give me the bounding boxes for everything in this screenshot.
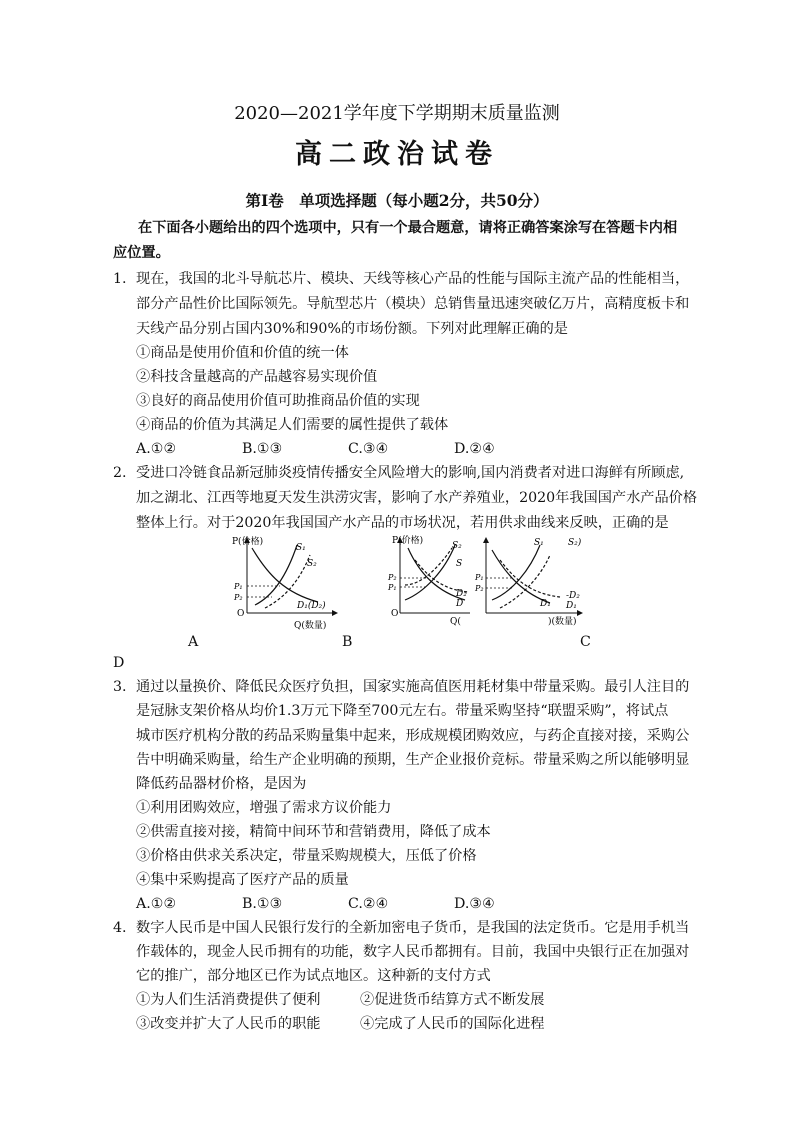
s1-label: S₁: [534, 538, 544, 548]
statement: ②科技含量越高的产品越容易实现价值: [136, 369, 378, 385]
choice-d[interactable]: D.③④: [454, 896, 495, 912]
origin-label: O: [237, 609, 245, 619]
diagram-caption-c[interactable]: C: [580, 634, 591, 650]
question-stem-line: 现在，我国的北斗导航芯片、模块、天线等核心产品的性能与国际主流产品的性能相当，: [136, 271, 690, 287]
d2-label: D₂: [456, 589, 467, 599]
question-stem-line: 整体上行。对于2020年我国国产水产品的市场状况，若用供求曲线来反映，正确的是: [136, 515, 669, 531]
diagram-caption-d[interactable]: D: [113, 655, 125, 671]
choice-c[interactable]: C.②④: [348, 896, 389, 912]
s-label: S: [456, 559, 463, 569]
axis-label-price: P(价格): [392, 536, 424, 546]
exam-title: 高二政治试卷: [295, 139, 499, 170]
statement: ④集中采购提高了医疗产品的质量: [136, 872, 349, 888]
question-number: 2.: [113, 465, 127, 481]
axis-label-quantity: Q(数量): [294, 621, 327, 631]
question-stem-line: 作载体的，现金人民币拥有的功能，数字人民币都拥有。目前，我国中央银行正在加强对: [136, 944, 690, 960]
choice-row: [136, 894, 495, 914]
d-label: D: [456, 599, 464, 609]
question-stem-line: 是冠脉支架价格从均价1.3万元下降至700元左右。带量采购坚持“联盟采购”，将试点: [136, 703, 669, 719]
question-stem-line: 数字人民币是中国人民银行发行的全新加密电子货币，是我国的法定货币。它是用手机当: [136, 920, 690, 936]
p2-label: P₂: [475, 584, 484, 593]
d1d2-label: D₁(D₂): [297, 601, 326, 611]
statement-row: [136, 1014, 544, 1034]
diagram-caption-b[interactable]: B: [342, 634, 353, 650]
question-stem-line: 降低药品器材价格，是因为: [136, 776, 307, 792]
statement: ②促进货币结算方式不断发展: [360, 992, 545, 1008]
question-number: 3.: [113, 679, 127, 695]
section-title: 第Ⅰ卷 单项选择题（每小题2分，共50分）: [245, 191, 549, 210]
s2-label: S₂): [568, 538, 582, 548]
axis-label-price: P(价格): [232, 537, 264, 547]
statement: ③良好的商品使用价值可助推商品价值的实现: [136, 393, 420, 409]
supply-curve-s1: [255, 545, 297, 605]
statement: ①利用团购效应，增强了需求方议价能力: [136, 800, 392, 816]
axis-label-quantity: )(数量): [548, 617, 577, 627]
d1-label-right: D₁: [566, 601, 577, 611]
question-stem-line: 天线产品分别占国内30%和90%的市场份额。下列对此理解正确的是: [136, 321, 568, 337]
axis-label-quantity: Q(: [450, 617, 461, 627]
s1-label: S₁: [296, 543, 306, 553]
choice-a[interactable]: A.①②: [136, 896, 177, 912]
question-stem-line: 告中明确采购量，给生产企业明确的预期，生产企业报价竞标。带量采购之所以能够明显: [136, 752, 690, 768]
d1-label: D₁: [540, 599, 551, 609]
p2-label: P₂: [388, 573, 397, 582]
choice-b[interactable]: B.①③: [242, 441, 283, 457]
supply-curve-s1: [492, 545, 540, 600]
question-number: 4.: [113, 920, 127, 936]
demand-curve-d1d2: [252, 548, 318, 602]
diagram-b: [387, 534, 470, 627]
statement: ④商品的价值为其满足人们需要的属性提供了载体: [136, 417, 449, 433]
question-stem-line: 它的推广，部分地区已作为试点地区。这种新的支付方式: [136, 968, 491, 984]
statement-row: [136, 990, 544, 1010]
choice-a[interactable]: A.①②: [136, 441, 177, 457]
s2-label: S₂: [452, 541, 462, 551]
exam-period-title: 2020—2021学年度下学期期末质量监测: [234, 103, 560, 124]
statement: ④完成了人民币的国际化进程: [360, 1016, 545, 1032]
question-stem-line: 部分产品性价比国际领先。导航型芯片（模块）总销售量迅速突破亿万片，高精度板卡和: [136, 296, 690, 312]
instruction-line-2: 应位置。: [113, 245, 170, 261]
statement: ③改变并扩大了人民币的职能: [136, 1016, 321, 1032]
choice-b[interactable]: B.①③: [242, 896, 283, 912]
s2-label: S₂: [307, 559, 317, 569]
origin-label: O: [391, 609, 399, 619]
p1-label: P₁: [234, 582, 243, 591]
diagram-c: [474, 537, 582, 627]
statement: ③价格由供求关系决定，带量采购规模大，压低了价格: [136, 848, 477, 864]
question-stem-line: 受进口冷链食品新冠肺炎疫情传播安全风险增大的影响,国内消费者对进口海鲜有所顾虑,: [136, 465, 685, 481]
question-stem-line: 加之湖北、江西等地夏天发生洪涝灾害，影响了水产养殖业，2020年我国国产水产品价格: [136, 490, 698, 506]
statement: ②供需直接对接，精简中间环节和营销费用，降低了成本: [136, 824, 491, 840]
d2-label: -D₂: [566, 591, 580, 601]
p2-label: P₂: [234, 593, 243, 602]
question-number: 1.: [113, 271, 127, 287]
diagram-a: [232, 535, 335, 631]
diagram-caption-a[interactable]: A: [188, 634, 199, 650]
p1-label: P₁: [388, 583, 397, 592]
choice-c[interactable]: C.③④: [348, 441, 389, 457]
p1-label: P₁: [475, 573, 484, 582]
choice-d[interactable]: D.②④: [454, 441, 495, 457]
statement: ①为人们生活消费提供了便利: [136, 992, 321, 1008]
statement: ①商品是使用价值和价值的统一体: [136, 345, 349, 361]
instruction-line-1: 在下面各小题给出的四个选项中，只有一个最合题意，请将正确答案涂写在答题卡内相: [138, 220, 678, 236]
question-stem-line: 城市医疗机构分散的药品采购量集中起来，形成规模团购效应，与药企直接对接，采购公: [136, 728, 690, 744]
supply-curve-s: [405, 545, 455, 600]
question-stem-line: 通过以量换价、降低民众医疗负担，国家实施高值医用耗材集中带量采购。最引人注目的: [136, 679, 690, 695]
